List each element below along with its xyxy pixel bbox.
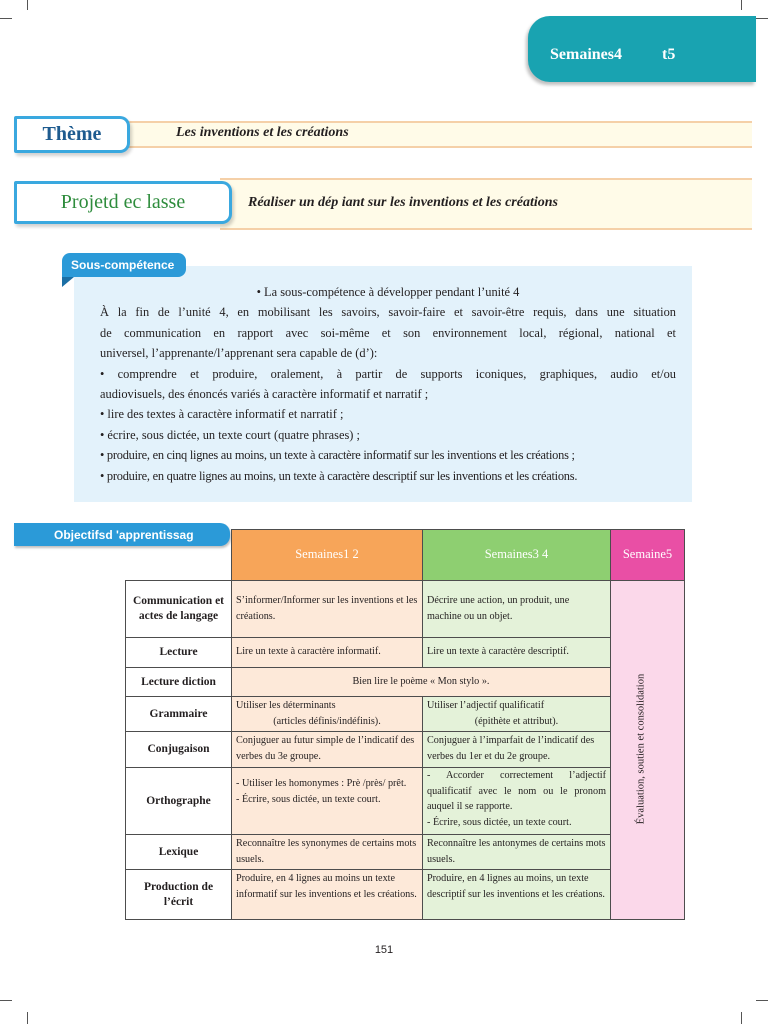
projet-label-box: [14, 181, 232, 224]
sous-competence-tag-tail: [62, 277, 74, 287]
cell-line: (épithète et attribut).: [474, 715, 559, 727]
cell-line: Utiliser les déterminants: [236, 700, 336, 711]
row-label-production-ecrit: [125, 869, 232, 920]
row-label-text: Grammaire: [149, 707, 208, 720]
projet-label: Projetd ec lasse: [60, 191, 186, 213]
week-tab-label: Semaines4 t5: [550, 46, 676, 63]
cell-line: (articles définis/indéfinis).: [273, 715, 381, 727]
cell-conjugaison-w34: Conjuguer à l’imparfait de l’indicatif des verbes du 1er et du 2e groupe.: [422, 731, 611, 768]
row-label-text: Lexique: [158, 845, 199, 858]
col-header-weeks-3-4: Semaines3 4: [422, 529, 611, 581]
cell-grammaire-w12: [231, 696, 423, 732]
crop-mark: [0, 1000, 12, 1001]
cell-lecture-w34: Lire un texte à caractère descriptif.: [422, 637, 611, 668]
crop-mark: [741, 0, 742, 10]
cell-lecture-diction-span: Bien lire le poème « Mon stylo ».: [231, 667, 611, 697]
cell-communication-w12: S’informer/Informer sur les inventions et les créations.: [231, 580, 423, 638]
cell-line: Utiliser l’adjectif qualificatif: [427, 700, 545, 711]
cell-orthographe-w12: [231, 767, 423, 835]
cell-production-w34: Produire, en 4 lignes au moins, un texte descriptif sur les inventions et les créations.: [422, 869, 611, 920]
cell-lexique-w12: Reconnaître les synonymes de certains mots usuels.: [231, 834, 423, 870]
cell-communication-w34: Décrire une action, un produit, une machine ou un objet.: [422, 580, 611, 638]
objectifs-tag: Objectifsd 'apprentissag: [14, 523, 230, 546]
row-label-orthographe: [125, 767, 232, 835]
sous-competence-line: universel, l’apprenante/l’apprenant sera capable de (d’):: [100, 346, 378, 361]
sous-competence-text: [100, 282, 676, 486]
cell-lexique-w34: Reconnaître les antonymes de certains mots usuels.: [422, 834, 611, 870]
week5-cell: [610, 580, 685, 920]
theme-text: Les inventions et les créations: [176, 125, 349, 140]
sous-competence-line: • écrire, sous dictée, un texte court (quatre phrases) ;: [100, 427, 360, 442]
sous-competence-line: • lire des textes à caractère informatif et narratif ;: [100, 407, 344, 422]
week5-vertical-text: Évaluation, soutien et consolidation: [635, 673, 647, 825]
crop-mark: [756, 1000, 768, 1001]
crop-mark: [756, 18, 768, 19]
row-label-conjugaison: [125, 731, 232, 768]
projet-text: Réaliser un dép iant sur les inventions et les créations: [248, 195, 558, 210]
row-label-text: Communication et actes de langage: [132, 595, 225, 622]
crop-mark: [27, 0, 28, 10]
cell-line: - Utiliser les homonymes : Prè /près/ prêt.: [236, 778, 407, 789]
crop-mark: [741, 1012, 742, 1024]
cell-grammaire-w34: [422, 696, 611, 732]
page-number: 151: [374, 944, 394, 956]
crop-mark: [0, 18, 12, 19]
cell-orthographe-w34: [422, 767, 611, 835]
sous-competence-line: audiovisuels, des énoncés variés à caractère informatif et narratif ;: [100, 387, 429, 402]
sous-competence-line: • comprendre et produire, oralement, à partir de supports iconiques, graphiques, audio et/ou: [100, 366, 676, 381]
cell-lecture-w12: Lire un texte à caractère informatif.: [231, 637, 423, 668]
theme-label-box: [14, 116, 130, 153]
crop-mark: [27, 1012, 28, 1024]
row-label-grammaire: [125, 696, 232, 732]
sous-competence-line: • La sous-compétence à développer pendant l’unité 4: [256, 285, 520, 299]
cell-production-w12: Produire, en 4 lignes au moins un texte informatif sur les inventions et les créations.: [231, 869, 423, 920]
col-header-week-5: Semaine5: [610, 529, 685, 581]
sous-competence-line: • produire, en cinq lignes au moins, un texte à caractère informatif sur les inventions et les créations ;: [100, 448, 575, 463]
row-label-text: Lecture diction: [141, 675, 216, 688]
cell-line: - Écrire, sous dictée, un texte court.: [427, 816, 572, 828]
theme-label: Thème: [42, 123, 102, 145]
col-header-weeks-1-2: Semaines1 2: [231, 529, 423, 581]
row-label-text: Orthographe: [146, 794, 211, 807]
sous-competence-line: À la fin de l’unité 4, en mobilisant les savoirs, savoir-faire et savoir-être requis, dans une situation: [100, 305, 676, 320]
row-label-lexique: [125, 834, 232, 870]
row-label-text: Lecture: [159, 646, 198, 658]
cell-line: - Écrire, sous dictée, un texte court.: [236, 793, 381, 805]
row-label-text: Conjugaison: [147, 743, 210, 755]
row-label-text: Production de l’écrit: [143, 880, 214, 908]
sous-competence-line: de communication en rapport avec soi-même et son environnement local, régional, national et: [100, 325, 676, 340]
row-label-lecture-diction: [125, 667, 232, 697]
sous-competence-line: • produire, en quatre lignes au moins, un texte à caractère descriptif sur les inventions et les créations.: [100, 468, 578, 483]
cell-line: - Accorder correctement l’adjectif qualificatif avec le nom ou le pronom auquel il se rapporte.: [427, 770, 606, 813]
sous-competence-tag: Sous-compétence: [62, 253, 186, 277]
cell-conjugaison-w12: Conjuguer au futur simple de l’indicatif des verbes du 3e groupe.: [231, 731, 423, 768]
row-label-lecture: [125, 637, 232, 668]
row-label-communication: [125, 580, 232, 638]
